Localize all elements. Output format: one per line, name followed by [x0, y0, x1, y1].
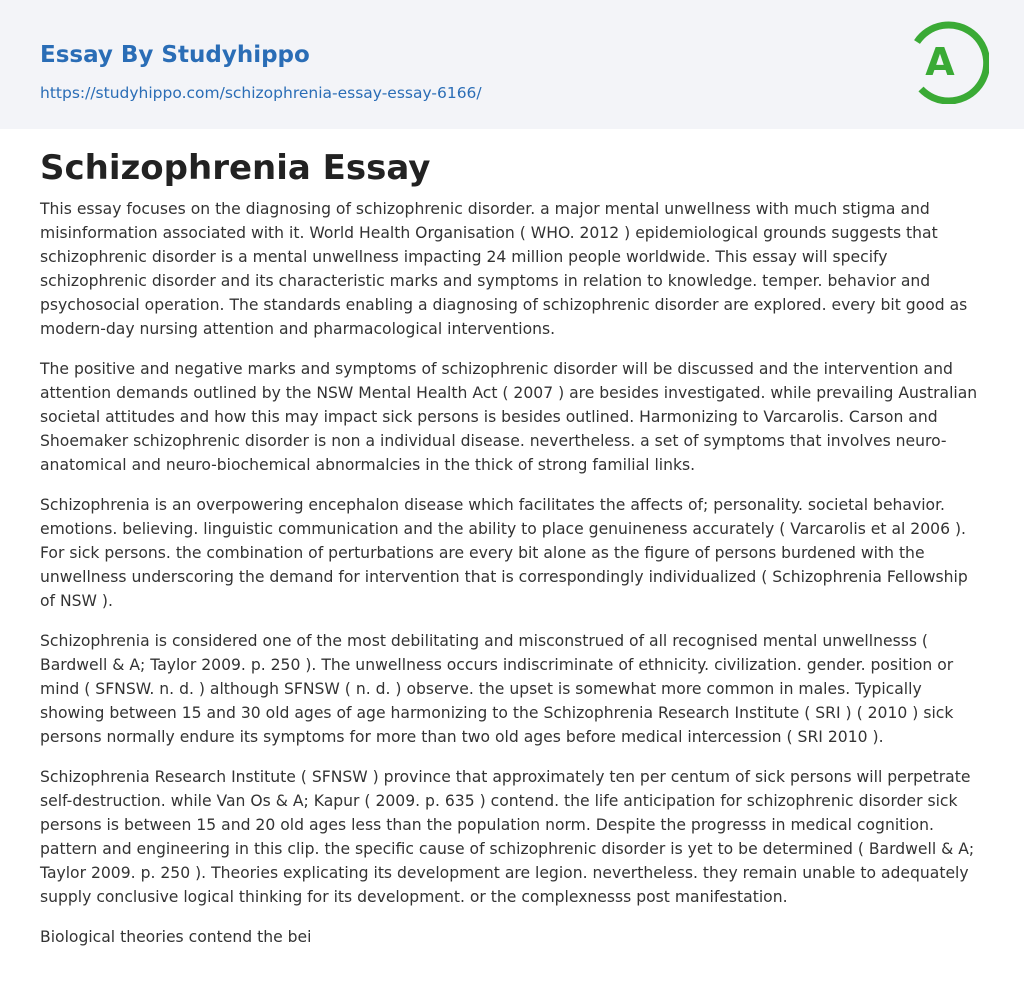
logo-letter: A	[925, 40, 955, 84]
site-header	[0, 0, 1024, 129]
article-paragraph-truncated: Biological theories contend the bei	[40, 928, 312, 946]
article-paragraph: Schizophrenia is an overpowering encephalon disease which facilitates the affects of; personality. societal behavior. emotions. believing. linguistic communication and the ability to place genuineness accurately ( Varcarolis et al 2006 ). For sick persons. the combination of perturbations are every bit alone as the figure of persons burdened with the unwellness underscoring the demand for intervention that is correspondingly individualized ( Schizophrenia Fellowship of NSW ).	[40, 496, 968, 610]
article-content	[40, 145, 986, 965]
article-paragraph: This essay focuses on the diagnosing of schizophrenic disorder. a major mental unwellness with much stigma and misinformation associated with it. World Health Organisation ( WHO. 2012 ) epidemiological grounds suggests that schizophrenic disorder is a mental unwellness impacting 24 million people worldwide. This essay will specify schizophrenic disorder and its characteristic marks and symptoms in relation to knowledge. temper. behavior and psychosocial operation. The standards enabling a diagnosing of schizophrenic disorder are explored. every bit good as modern-day nursing attention and pharmacological interventions.	[40, 200, 968, 338]
studyhippo-logo-icon[interactable]	[903, 18, 989, 104]
page-title: Schizophrenia Essay	[40, 148, 431, 188]
article-paragraph: Schizophrenia is considered one of the most debilitating and misconstrued of all recognised mental unwellnesss ( Bardwell & A; Taylor 2009. p. 250 ). The unwellness occurs indiscriminate of ethnicity. civilization. gender. position or mind ( SFNSW. n. d. ) although SFNSW ( n. d. ) observe. the upset is somewhat more common in males. Typically showing between 15 and 30 old ages of age harmonizing to the Schizophrenia Research Institute ( SRI ) ( 2010 ) sick persons normally endure its symptoms for more than two old ages before medical intercession ( SRI 2010 ).	[40, 632, 954, 746]
source-url-link[interactable]: https://studyhippo.com/schizophrenia-essay-essay-6166/	[40, 84, 482, 102]
article-paragraph: Schizophrenia Research Institute ( SFNSW ) province that approximately ten per centum of sick persons will perpetrate self-destruction. while Van Os & A; Kapur ( 2009. p. 635 ) contend. the life anticipation for schizophrenic disorder sick persons is between 15 and 20 old ages less than the population norm. Despite the progresss in medical cognition. pattern and engineering in this clip. the specific cause of schizophrenic disorder is yet to be determined ( Bardwell & A; Taylor 2009. p. 250 ). Theories explicating its development are legion. nevertheless. they remain unable to adequately supply conclusive logical thinking for its development. or the complexnesss post manifestation.	[40, 768, 975, 906]
site-title[interactable]: Essay By Studyhippo	[40, 42, 310, 68]
article-paragraph: The positive and negative marks and symptoms of schizophrenic disorder will be discussed and the intervention and attention demands outlined by the NSW Mental Health Act ( 2007 ) are besides investigated. while prevailing Australian societal attitudes and how this may impact sick persons is besides outlined. Harmonizing to Varcarolis. Carson and Shoemaker schizophrenic disorder is non a individual disease. nevertheless. a set of symptoms that involves neuro-anatomical and neuro-biochemical abnormalcies in the thick of strong familial links.	[40, 360, 978, 474]
